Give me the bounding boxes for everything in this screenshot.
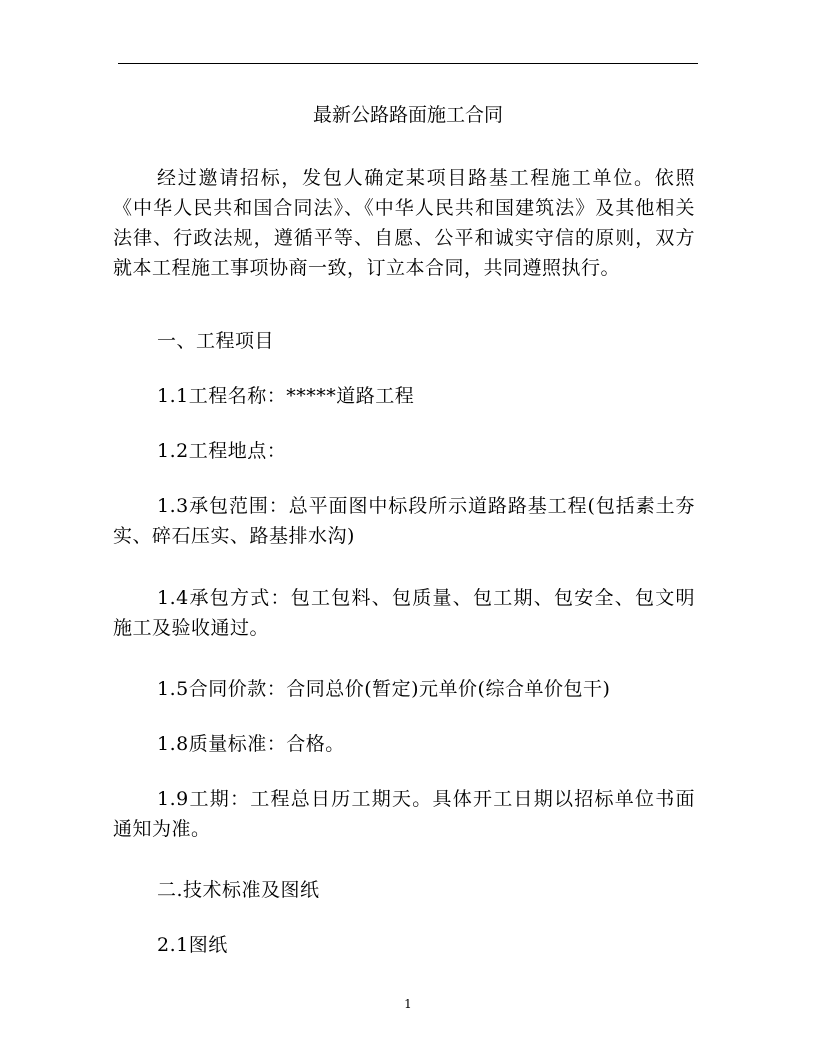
header-rule [118, 63, 698, 64]
document-title: 最新公路路面施工合同 [312, 104, 503, 126]
clause-1-1: 1.1工程名称：*****道路工程 [157, 385, 415, 407]
clause-2-1: 2.1图纸 [157, 934, 228, 956]
clause-1-3: 1.3承包范围：总平面图中标段所示道路路基工程(包括素土夯实、碎石压实、路基排水沟) [113, 495, 695, 547]
clause-1-9: 1.9工期：工程总日历工期天。具体开工日期以招标单位书面通知为准。 [113, 788, 695, 840]
clause-1-4: 1.4承包方式：包工包料、包质量、包工期、包安全、包文明施工及验收通过。 [113, 587, 695, 639]
clause-1-5: 1.5合同价款：合同总价(暂定)元单价(综合单价包干) [157, 678, 611, 700]
page-number: 1 [404, 997, 412, 1011]
intro-paragraph: 经过邀请招标，发包人确定某项目路基工程施工单位。依照《中华人民共和国合同法》、《中华人民共和国建筑法》及其他相关法律、行政法规，遵循平等、自愿、公平和诚实守信的原则，双方就本工程施工事项协商一致，订立本合同，共同遵照执行。 [113, 167, 695, 279]
section-heading-standards: 二.技术标准及图纸 [157, 879, 320, 901]
clause-1-2: 1.2工程地点： [157, 440, 287, 462]
section-heading-project: 一、工程项目 [157, 330, 275, 352]
clause-1-8: 1.8质量标准：合格。 [157, 733, 345, 755]
